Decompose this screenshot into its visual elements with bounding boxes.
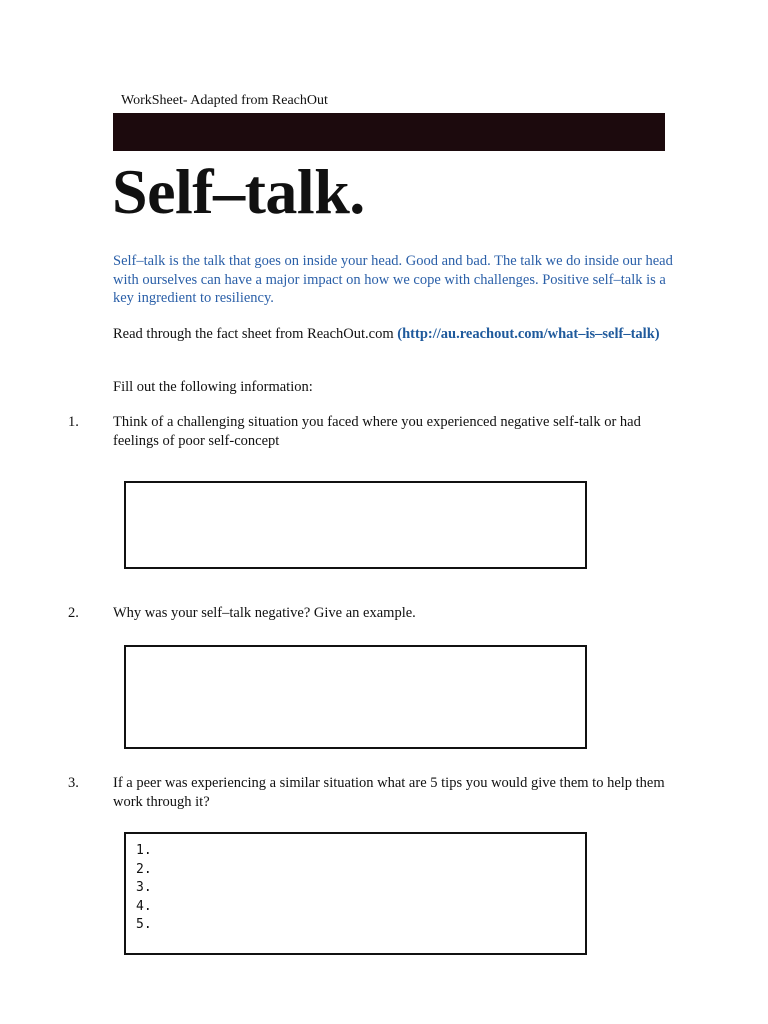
tips-list bbox=[126, 834, 585, 935]
header-banner bbox=[113, 113, 665, 151]
question-3-answer-box[interactable] bbox=[124, 832, 587, 955]
question-2-answer-box[interactable] bbox=[124, 645, 587, 749]
tip-item-1: 1. bbox=[136, 843, 152, 858]
page-title: Self–talk. bbox=[112, 156, 365, 227]
read-through-text: Read through the fact sheet from ReachOut.com bbox=[113, 326, 398, 342]
worksheet-source-note: WorkSheet- Adapted from ReachOut bbox=[121, 93, 328, 108]
question-2-number: 2. bbox=[68, 605, 79, 621]
read-through-instruction bbox=[113, 325, 673, 344]
tip-item-4: 4. bbox=[136, 898, 152, 914]
question-3-text: If a peer was experiencing a similar situation what are 5 tips you would give them to help them work through it? bbox=[113, 775, 665, 810]
question-2-text: Why was your self–talk negative? Give an example. bbox=[113, 605, 416, 621]
tip-item-3: 3. bbox=[136, 880, 152, 895]
fill-out-instruction: Fill out the following information: bbox=[113, 379, 313, 395]
reachout-link[interactable]: (http://au.reachout.com/what–is–self–talk) bbox=[397, 326, 660, 342]
question-1-number: 1. bbox=[68, 414, 79, 430]
question-1-text: Think of a challenging situation you faced where you experienced negative self-talk or had feelings of poor self-concept bbox=[113, 414, 641, 449]
intro-paragraph: Self–talk is the talk that goes on inside your head. Good and bad. The talk we do inside our head with ourselves can have a major impact on how we cope with challenges. Positive self–talk is a key ingredient to resiliency. bbox=[113, 253, 673, 306]
question-1-answer-box[interactable] bbox=[124, 481, 587, 569]
tip-item-2: 2. bbox=[136, 861, 152, 877]
question-3-number: 3. bbox=[68, 775, 79, 791]
tip-item-5: 5. bbox=[136, 917, 152, 932]
